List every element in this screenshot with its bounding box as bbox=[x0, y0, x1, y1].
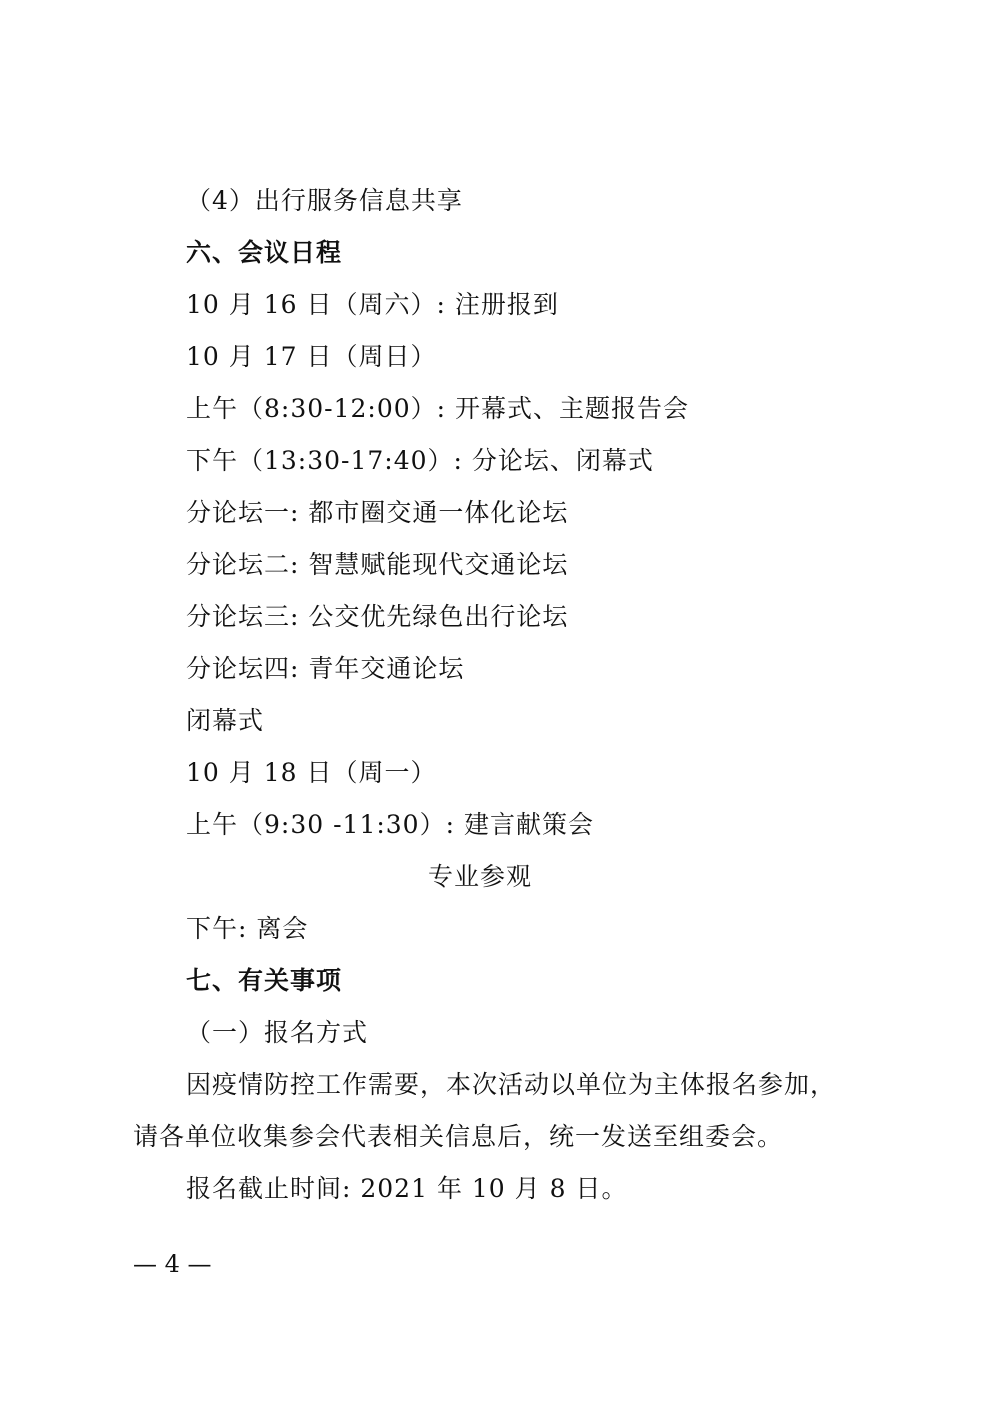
schedule-oct18-morning-visit: 专业参观 bbox=[428, 862, 533, 891]
paragraph-registration-line1: 因疫情防控工作需要，本次活动以单位为主体报名参加， bbox=[186, 1070, 837, 1099]
section-heading-related-matters: 七、有关事项 bbox=[186, 966, 343, 995]
schedule-oct17: 10 月 17 日（周日） bbox=[186, 342, 437, 371]
schedule-oct18-afternoon: 下午: 离会 bbox=[186, 914, 309, 943]
item-travel-info-sharing: （4）出行服务信息共享 bbox=[186, 186, 463, 215]
schedule-oct18-morning: 上午（9:30 -11:30）: 建言献策会 bbox=[186, 810, 594, 839]
schedule-oct16: 10 月 16 日（周六）: 注册报到 bbox=[186, 290, 559, 319]
paragraph-registration-line2: 请各单位收集参会代表相关信息后，统一发送至组委会。 bbox=[133, 1122, 784, 1151]
sub-forum-3: 分论坛三: 公交优先绿色出行论坛 bbox=[186, 602, 569, 631]
page-number: — 4 — bbox=[133, 1250, 212, 1278]
registration-deadline: 报名截止时间: 2021 年 10 月 8 日。 bbox=[186, 1174, 628, 1203]
subsection-registration-method: （一）报名方式 bbox=[186, 1018, 369, 1047]
sub-forum-1: 分论坛一: 都市圈交通一体化论坛 bbox=[186, 498, 569, 527]
sub-forum-2: 分论坛二: 智慧赋能现代交通论坛 bbox=[186, 550, 569, 579]
sub-forum-4: 分论坛四: 青年交通论坛 bbox=[186, 654, 465, 683]
schedule-oct17-morning: 上午（8:30-12:00）: 开幕式、主题报告会 bbox=[186, 394, 690, 423]
closing-ceremony: 闭幕式 bbox=[186, 706, 265, 735]
schedule-oct18: 10 月 18 日（周一） bbox=[186, 758, 437, 787]
schedule-oct17-afternoon: 下午（13:30-17:40）: 分论坛、闭幕式 bbox=[186, 446, 654, 475]
section-heading-schedule: 六、会议日程 bbox=[186, 238, 343, 267]
